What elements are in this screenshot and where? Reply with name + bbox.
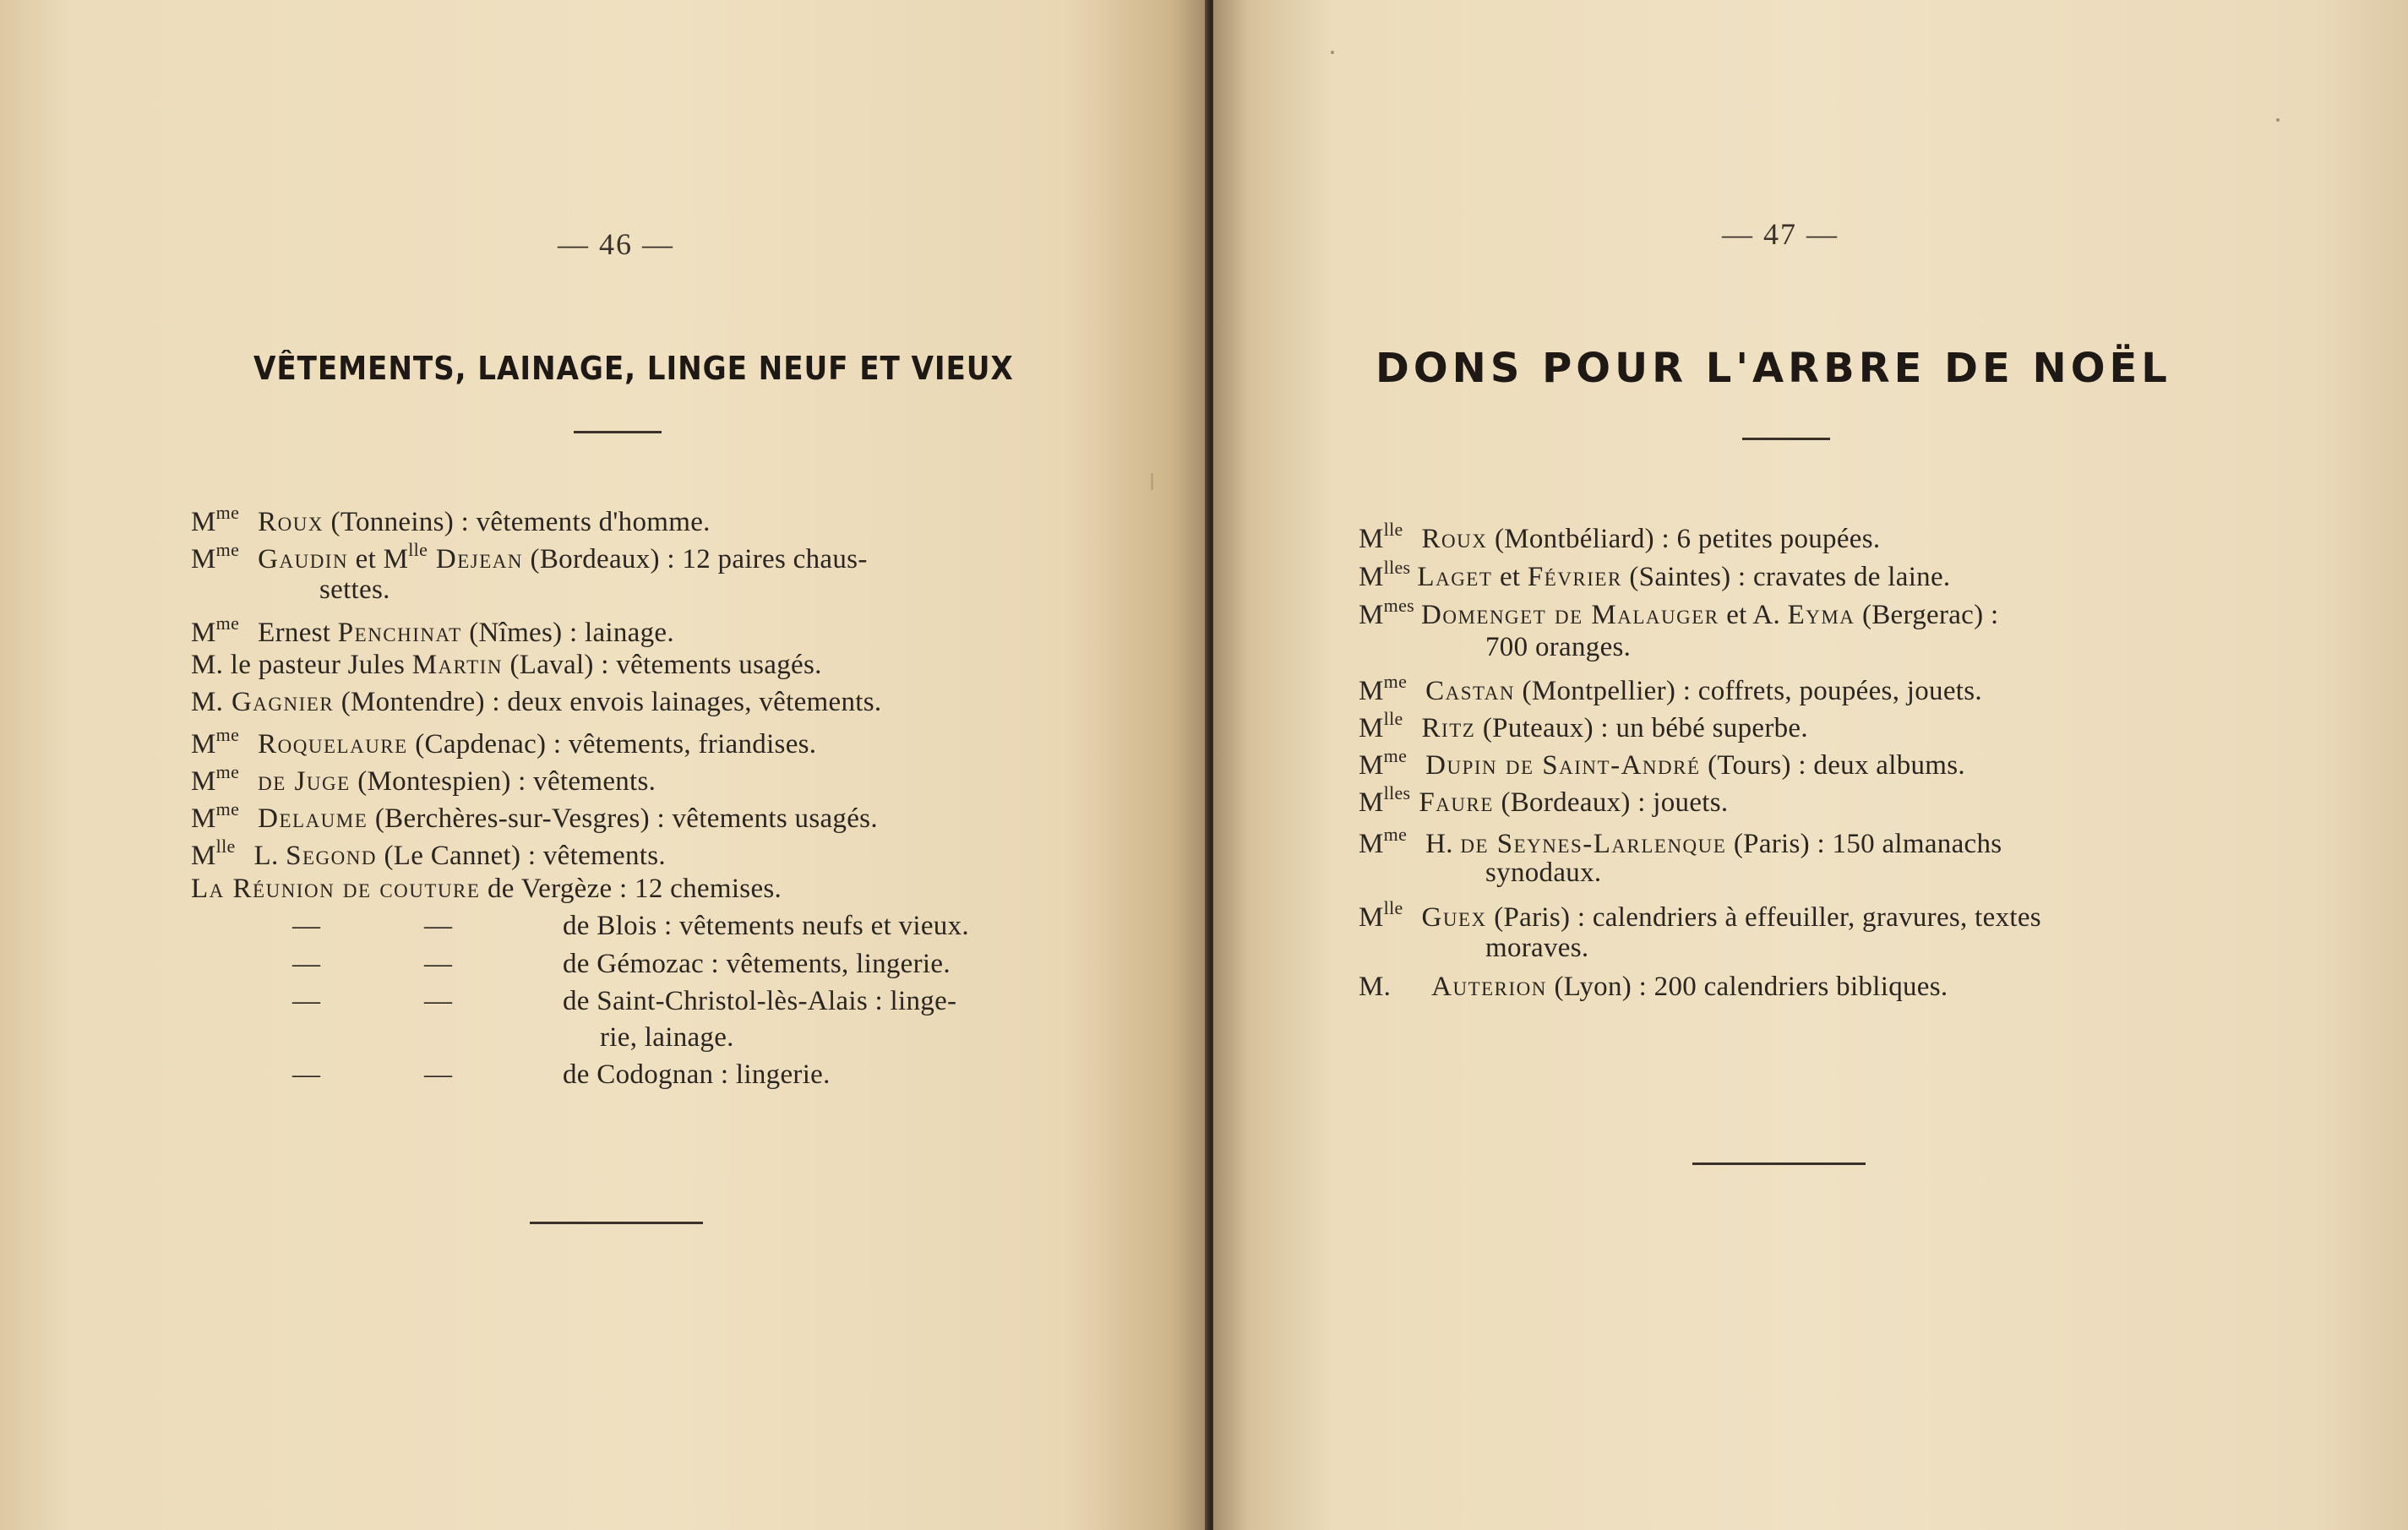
list-item: $M^{me}$ Delaume (Berchères-sur-Vesgres) : vêtements usagés. — [191, 798, 878, 834]
paper-speck — [1331, 51, 1334, 54]
paper-speck — [2276, 118, 2280, 122]
list-item: $M^{me}$ Castan (Montpellier) : coffrets, poupées, jouets. — [1359, 671, 1982, 706]
section-title: DONS POUR L'ARBRE DE NOËL — [1376, 345, 2171, 392]
list-item: $M^{lle}$ L. Segond (Le Cannet) : vêtements. — [191, 836, 666, 871]
list-item: $M^{lle}$ Ritz (Puteaux) : un bébé superbe. — [1359, 708, 1808, 743]
list-item: M. le pasteur Jules Martin (Laval) : vêtements usagés. — [191, 650, 822, 680]
list-item: $M^{me}$ Ernest Penchinat (Nîmes) : lainage. — [191, 613, 674, 648]
page-number: — 47 — — [1722, 217, 1839, 251]
list-item: $M^{mes}$ Domenget de Malauger et A. Eyma (Bergerac) : — [1359, 595, 1999, 630]
list-item: M. Gagnier (Montendre) : deux envois lainages, vêtements. — [191, 687, 882, 717]
right-page — [1213, 0, 2408, 1530]
list-item: $M^{lles}$ Laget et Février (Saintes) : cravates de laine. — [1359, 557, 1951, 592]
list-item: $M^{me}$ Gaudin et $M^{lle}$ Dejean (Bordeaux) : 12 paires chaus- — [191, 539, 868, 574]
list-item: $M^{me}$ Dupin de Saint-André (Tours) : deux albums. — [1359, 745, 1965, 781]
list-item: $M^{me}$ de Juge (Montespien) : vêtements. — [191, 761, 656, 797]
section-title: VÊTEMENTS, LAINAGE, LINGE NEUF ET VIEUX — [253, 350, 1014, 387]
list-item: M. Auterion (Lyon) : 200 calendriers bibliques. — [1359, 972, 1948, 1002]
list-item: $M^{me}$ H. de Seynes-Larlenque (Paris) : 150 almanachs — [1359, 824, 2002, 859]
list-item-continuation: rie, lainage. — [600, 1022, 734, 1053]
list-item-continuation: synodaux. — [1485, 858, 1602, 888]
end-divider — [1692, 1162, 1866, 1165]
list-item-continuation: moraves. — [1485, 933, 1589, 963]
list-item: $M^{lle}$ Guex (Paris) : calendriers à effeuiller, gravures, textes — [1359, 897, 2041, 933]
list-item: $M^{me}$ Roux (Tonneins) : vêtements d'homme. — [191, 502, 711, 537]
list-item: $M^{lles}$ Faure (Bordeaux) : jouets. — [1359, 782, 1729, 818]
list-item-continuation: settes. — [319, 574, 390, 605]
end-divider — [530, 1222, 703, 1224]
title-divider — [1742, 438, 1830, 440]
list-item: $M^{lle}$ Roux (Montbéliard) : 6 petites poupées. — [1359, 519, 1881, 554]
title-divider — [574, 431, 662, 433]
page-number: — 46 — — [558, 227, 674, 261]
list-item: La Réunion de couture de Vergèze : 12 chemises. — [191, 874, 782, 904]
list-item: $M^{me}$ Roquelaure (Capdenac) : vêtements, friandises. — [191, 724, 817, 760]
list-item-continuation: 700 oranges. — [1485, 632, 1632, 662]
paper-mark — [1151, 473, 1153, 490]
left-page: — 46 — VÊTEMENTS, LAINAGE, LINGE NEUF ET VIEUX $M^{me}$ Roux (Tonneins) : vêtements d'homme. $M^{me}$ Gaudin et $M^{lle}$ Dejean (Bordeaux) : 12 paires chaus- settes. $M^{me}$ Ernest Penchinat (Nîmes) : lainage. M. le pasteur Jules Martin (Laval) : vêtements usagés. M. Gagnier (Montendre) : deux envois lainages, vêtements. $M^{me}$ Roquelaure (Capdenac) : vêtements, friandises. $M^{me}$ de Juge (Montespien) : vêtements. $M^{me}$ Delaume (Berchères-sur-Vesgres) : vêtements usagés. $M^{lle}$ L. Segond (Le Cannet) : vêtements. La Réunion de couture de Vergèze : 12 chemises. — — de Blois : vêtements neufs et vieux. — — de Gémozac : vêtements, lingerie. — — de Saint-Christol-lès-Alais : linge- rie, lainage. — — de Codognan : lingerie. — [0, 0, 1208, 1530]
